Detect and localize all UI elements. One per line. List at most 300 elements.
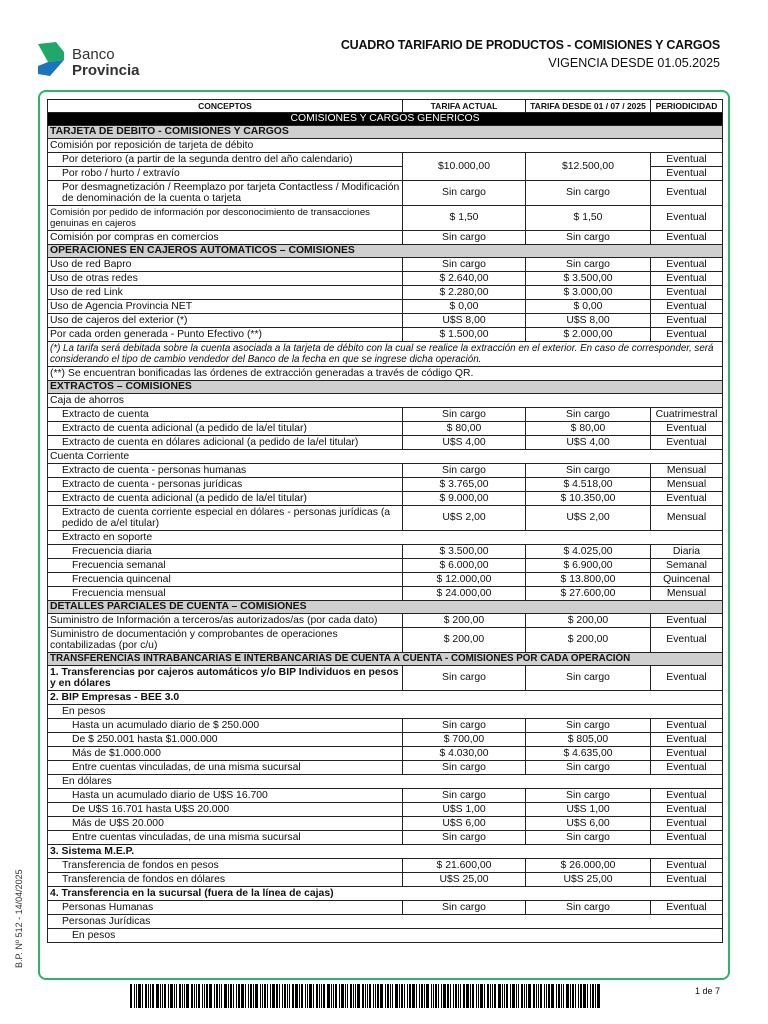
table-row (48, 450, 723, 464)
barcode (130, 984, 610, 1008)
barcode-bar (194, 984, 195, 1008)
concept-cell: Frecuencia mensual (48, 587, 403, 601)
barcode-bar (597, 984, 600, 1008)
new-rate-cell: $ 805,00 (526, 733, 651, 747)
table-row (48, 545, 723, 559)
col-conceptos: CONCEPTOS (48, 100, 403, 113)
barcode-bar (385, 984, 386, 1008)
side-document-code: B.P. Nº 512 - 14/04/2025 (14, 869, 24, 968)
period-cell: Eventual (651, 789, 723, 803)
footnote-text: (*) La tarifa será debitada sobre la cuenta asociada a la tarjeta de débito con la cual se realice la extracción en el exterior. En caso de corresponder, será considerando el tipo de cambio vendedor del Banco de la fecha en que se ingrese dicha operación. (48, 342, 723, 367)
logo-mark-icon (34, 40, 68, 78)
barcode-bar (592, 984, 594, 1008)
barcode-bar (299, 984, 300, 1008)
barcode-bar (583, 984, 586, 1008)
barcode-bar (145, 984, 147, 1008)
barcode-bar (369, 984, 371, 1008)
barcode-bar (245, 984, 246, 1008)
new-rate-cell: Sin cargo (526, 901, 651, 915)
section-row (48, 653, 723, 666)
barcode-bar (323, 984, 325, 1008)
col-periodicidad: PERIODICIDAD (651, 100, 723, 113)
table-row (48, 300, 723, 314)
barcode-bar (182, 984, 183, 1008)
barcode-bar (292, 984, 294, 1008)
new-rate-cell: $ 4.518,00 (526, 478, 651, 492)
barcode-bar (168, 984, 169, 1008)
barcode-bar (526, 984, 527, 1008)
current-rate-cell: $ 6.000,00 (403, 559, 526, 573)
barcode-bar (536, 984, 537, 1008)
table-row (48, 775, 723, 789)
current-rate-cell: U$S 4,00 (403, 436, 526, 450)
section-title: TARJETA DE DÉBITO - COMISIONES Y CARGOS (48, 126, 723, 139)
barcode-bar (367, 984, 368, 1008)
subgroup-title: 3. Sistema M.E.P. (48, 845, 723, 859)
period-cell: Eventual (651, 817, 723, 831)
barcode-bar (504, 984, 505, 1008)
new-rate-cell: $ 27.600,00 (526, 587, 651, 601)
new-rate-cell: $12.500,00 (526, 153, 651, 181)
barcode-bar (433, 984, 434, 1008)
barcode-bar (230, 984, 232, 1008)
new-rate-cell: Sin cargo (526, 831, 651, 845)
table-row (48, 506, 723, 531)
concept-cell: Comisión por reposición de tarjeta de débito (48, 139, 723, 153)
footnote-text: (**) Se encuentran bonificadas las órdenes de extracción generadas a través de código QR. (48, 367, 723, 381)
barcode-bar (276, 984, 278, 1008)
table-row (48, 789, 723, 803)
barcode-bar (355, 984, 356, 1008)
period-cell: Mensual (651, 506, 723, 531)
barcode-bar (470, 984, 471, 1008)
barcode-bar (287, 984, 288, 1008)
concept-cell: Suministro de documentación y comprobantes de operaciones contabilizadas (por c/u) (48, 628, 403, 653)
table-row (48, 206, 723, 231)
barcode-bar (270, 984, 271, 1008)
period-cell: Eventual (651, 859, 723, 873)
barcode-bar (548, 984, 550, 1008)
barcode-bar (478, 984, 479, 1008)
new-rate-cell: $ 26.000,00 (526, 859, 651, 873)
barcode-bar (566, 984, 569, 1008)
table-row (48, 803, 723, 817)
note-row (48, 367, 723, 381)
period-cell: Eventual (651, 747, 723, 761)
barcode-bar (191, 984, 193, 1008)
banner-row (48, 113, 723, 126)
concept-cell: Extracto de cuenta adicional (a pedido de la/el titular) (48, 422, 403, 436)
barcode-bar (476, 984, 477, 1008)
table-row (48, 887, 723, 901)
barcode-bar (506, 984, 508, 1008)
barcode-bar (587, 984, 588, 1008)
period-cell: Eventual (651, 733, 723, 747)
barcode-bar (341, 984, 344, 1008)
barcode-bar (540, 984, 542, 1008)
barcode-bar (176, 984, 177, 1008)
tariff-table (47, 99, 723, 943)
concept-cell: 1. Transferencias por cajeros automáticos y/o BIP Individuos en pesos y en dólares (48, 666, 403, 691)
new-rate-cell: $ 200,00 (526, 614, 651, 628)
current-rate-cell: U$S 8,00 (403, 314, 526, 328)
concept-cell: Entre cuentas vinculadas, de una misma sucursal (48, 831, 403, 845)
section-row (48, 126, 723, 139)
period-cell: Eventual (651, 314, 723, 328)
document-subtitle: VIGENCIA DESDE 01.05.2025 (548, 56, 720, 70)
new-rate-cell: Sin cargo (526, 258, 651, 272)
table-row (48, 845, 723, 859)
barcode-bar (219, 984, 220, 1008)
barcode-bar (319, 984, 320, 1008)
table-row (48, 929, 723, 943)
barcode-bar (498, 984, 501, 1008)
barcode-bar (301, 984, 303, 1008)
table-row (48, 628, 723, 653)
barcode-bar (204, 984, 205, 1008)
period-cell: Eventual (651, 901, 723, 915)
period-cell: Mensual (651, 478, 723, 492)
table-row (48, 422, 723, 436)
barcode-bar (458, 984, 459, 1008)
barcode-bar (272, 984, 275, 1008)
barcode-bar (216, 984, 218, 1008)
current-rate-cell: $ 21.600,00 (403, 859, 526, 873)
barcode-bar (578, 984, 579, 1008)
period-cell: Eventual (651, 231, 723, 245)
concept-cell: Extracto de cuenta corriente especial en dólares - personas jurídicas (a pedido de a/el titular) (48, 506, 403, 531)
barcode-bar (409, 984, 411, 1008)
barcode-bar (260, 984, 261, 1008)
concept-cell: Transferencia de fondos en pesos (48, 859, 403, 873)
barcode-bar (357, 984, 360, 1008)
new-rate-cell: Sin cargo (526, 464, 651, 478)
new-rate-cell: $ 13.800,00 (526, 573, 651, 587)
table-row (48, 873, 723, 887)
concept-cell: Extracto de cuenta en dólares adicional (a pedido de la/el titular) (48, 436, 403, 450)
new-rate-cell: Sin cargo (526, 789, 651, 803)
barcode-bar (518, 984, 519, 1008)
section-row (48, 245, 723, 258)
table-row (48, 231, 723, 245)
concept-cell: Uso de Agencia Provincia NET (48, 300, 403, 314)
new-rate-cell: U$S 2,00 (526, 506, 651, 531)
section-row (48, 601, 723, 614)
barcode-bar (316, 984, 318, 1008)
barcode-bar (130, 984, 132, 1008)
concept-cell: Más de U$S 20.000 (48, 817, 403, 831)
barcode-bar (184, 984, 185, 1008)
current-rate-cell: $ 1.500,00 (403, 328, 526, 342)
table-row (48, 747, 723, 761)
new-rate-cell: U$S 8,00 (526, 314, 651, 328)
logo-text-banco: Banco (72, 46, 115, 63)
table-row (48, 181, 723, 206)
table-row (48, 328, 723, 342)
barcode-bar (335, 984, 337, 1008)
current-rate-cell: U$S 25,00 (403, 873, 526, 887)
barcode-bar (546, 984, 547, 1008)
concept-cell: Más de $1.000.000 (48, 747, 403, 761)
barcode-bar (392, 984, 393, 1008)
table-row (48, 408, 723, 422)
banner-text: COMISIONES Y CARGOS GENÉRICOS (48, 113, 723, 126)
table-row (48, 733, 723, 747)
barcode-bar (453, 984, 454, 1008)
current-rate-cell: $ 12.000,00 (403, 573, 526, 587)
period-cell: Quincenal (651, 573, 723, 587)
barcode-bar (255, 984, 258, 1008)
barcode-bar (466, 984, 469, 1008)
barcode-bar (407, 984, 408, 1008)
concept-cell: Por deterioro (a partir de la segunda dentro del año calendario) (48, 153, 403, 167)
barcode-bar (170, 984, 173, 1008)
barcode-bar (282, 984, 283, 1008)
current-rate-cell: Sin cargo (403, 181, 526, 206)
new-rate-cell: $ 1,50 (526, 206, 651, 231)
table-row (48, 559, 723, 573)
barcode-bar (416, 984, 417, 1008)
subgroup-title: En pesos (48, 705, 723, 719)
col-tarifa-desde: TARIFA DESDE 01 / 07 / 2025 (526, 100, 651, 113)
period-cell: Eventual (651, 831, 723, 845)
new-rate-cell: $ 4.635,00 (526, 747, 651, 761)
barcode-bar (279, 984, 280, 1008)
period-cell: Semanal (651, 559, 723, 573)
page-number: 1 de 7 (694, 986, 720, 996)
barcode-bar (196, 984, 197, 1008)
barcode-bar (313, 984, 314, 1008)
barcode-bar (484, 984, 485, 1008)
current-rate-cell: $10.000,00 (403, 153, 526, 181)
table-header-row (48, 100, 723, 113)
barcode-bar (563, 984, 564, 1008)
table-row (48, 531, 723, 545)
table-row (48, 139, 723, 153)
barcode-bar (558, 984, 560, 1008)
table-row (48, 666, 723, 691)
period-cell: Mensual (651, 587, 723, 601)
current-rate-cell: Sin cargo (403, 761, 526, 775)
barcode-bar (152, 984, 154, 1008)
concept-cell: Extracto de cuenta (48, 408, 403, 422)
barcode-bar (248, 984, 249, 1008)
period-cell: Cuatrimestral (651, 408, 723, 422)
barcode-bar (431, 984, 432, 1008)
barcode-bar (174, 984, 175, 1008)
barcode-bar (365, 984, 366, 1008)
table-row (48, 719, 723, 733)
barcode-bar (307, 984, 308, 1008)
barcode-bar (528, 984, 531, 1008)
barcode-bar (238, 984, 240, 1008)
period-cell: Eventual (651, 181, 723, 206)
barcode-bar (401, 984, 403, 1008)
subgroup-title: 2. BIP Empresas - BEE 3.0 (48, 691, 723, 705)
barcode-bar (460, 984, 461, 1008)
barcode-bar (267, 984, 268, 1008)
barcode-bar (590, 984, 591, 1008)
barcode-bar (331, 984, 332, 1008)
table-row (48, 859, 723, 873)
barcode-bar (487, 984, 489, 1008)
barcode-bar (521, 984, 523, 1008)
subgroup-title: Personas Jurídicas (48, 915, 723, 929)
subgroup-title: Extracto en soporte (48, 531, 723, 545)
table-row (48, 831, 723, 845)
concept-cell: Uso de red Bapro (48, 258, 403, 272)
table-row (48, 258, 723, 272)
barcode-bar (134, 984, 135, 1008)
barcode-bar (375, 984, 376, 1008)
new-rate-cell: U$S 1,00 (526, 803, 651, 817)
logo-text-provincia: Provincia (72, 62, 140, 79)
section-title: TRANSFERENCIAS INTRABANCARIAS E INTERBANCARIAS DE CUENTA A CUENTA - COMISIONES POR CADA OPERACIÓN (48, 653, 723, 666)
barcode-bar (538, 984, 539, 1008)
current-rate-cell: $ 4.030,00 (403, 747, 526, 761)
table-row (48, 478, 723, 492)
barcode-bar (186, 984, 189, 1008)
current-rate-cell: Sin cargo (403, 464, 526, 478)
concept-cell: De $ 250.001 hasta $1.000.000 (48, 733, 403, 747)
period-cell: Eventual (651, 422, 723, 436)
barcode-bar (209, 984, 212, 1008)
concept-cell: Frecuencia semanal (48, 559, 403, 573)
tariff-frame (38, 90, 730, 980)
new-rate-cell: $ 3.000,00 (526, 286, 651, 300)
barcode-bar (512, 984, 515, 1008)
current-rate-cell: $ 3.765,00 (403, 478, 526, 492)
current-rate-cell: Sin cargo (403, 831, 526, 845)
current-rate-cell: Sin cargo (403, 901, 526, 915)
new-rate-cell: U$S 6,00 (526, 817, 651, 831)
banco-provincia-logo (34, 40, 144, 80)
barcode-bar (510, 984, 511, 1008)
current-rate-cell: $ 80,00 (403, 422, 526, 436)
barcode-bar (289, 984, 290, 1008)
table-row (48, 901, 723, 915)
current-rate-cell: Sin cargo (403, 258, 526, 272)
current-rate-cell: Sin cargo (403, 408, 526, 422)
barcode-bar (570, 984, 571, 1008)
new-rate-cell: $ 0,00 (526, 300, 651, 314)
barcode-bar (253, 984, 254, 1008)
barcode-bar (556, 984, 557, 1008)
barcode-bar (472, 984, 474, 1008)
barcode-bar (441, 984, 442, 1008)
concept-cell: Comisión por compras en comercios (48, 231, 403, 245)
note-row (48, 342, 723, 367)
barcode-bar (572, 984, 574, 1008)
barcode-bar (150, 984, 151, 1008)
table-row (48, 492, 723, 506)
section-title: DETALLES PARCIALES DE CUENTA – COMISIONES (48, 601, 723, 614)
period-cell: Eventual (651, 328, 723, 342)
current-rate-cell: $ 0,00 (403, 300, 526, 314)
table-row (48, 153, 723, 167)
concept-cell: Comisión por pedido de información por desconocimiento de transacciones genuinas en cajeros (48, 206, 403, 231)
new-rate-cell: $ 200,00 (526, 628, 651, 653)
barcode-bar (162, 984, 163, 1008)
barcode-bar (490, 984, 491, 1008)
barcode-bar (561, 984, 562, 1008)
new-rate-cell: $ 10.350,00 (526, 492, 651, 506)
period-cell: Eventual (651, 300, 723, 314)
barcode-bar (236, 984, 237, 1008)
period-cell: Eventual (651, 167, 723, 181)
subgroup-title: Cuenta Corriente (48, 450, 723, 464)
table-row (48, 286, 723, 300)
new-rate-cell: Sin cargo (526, 231, 651, 245)
barcode-bar (179, 984, 181, 1008)
new-rate-cell: Sin cargo (526, 666, 651, 691)
concept-cell: Uso de cajeros del exterior (*) (48, 314, 403, 328)
barcode-bar (494, 984, 496, 1008)
current-rate-cell: Sin cargo (403, 666, 526, 691)
barcode-bar (580, 984, 582, 1008)
barcode-bar (327, 984, 330, 1008)
barcode-bar (447, 984, 449, 1008)
barcode-bar (362, 984, 364, 1008)
barcode-bar (142, 984, 143, 1008)
barcode-bar (377, 984, 379, 1008)
table-row (48, 705, 723, 719)
barcode-bar (353, 984, 354, 1008)
period-cell: Eventual (651, 803, 723, 817)
barcode-bar (202, 984, 203, 1008)
new-rate-cell: U$S 25,00 (526, 873, 651, 887)
section-row (48, 381, 723, 394)
barcode-bar (241, 984, 244, 1008)
subgroup-title: 4. Transferencia en la sucursal (fuera de la línea de cajas) (48, 887, 723, 901)
barcode-bar (450, 984, 451, 1008)
current-rate-cell: $ 3.500,00 (403, 545, 526, 559)
barcode-bar (347, 984, 348, 1008)
barcode-bar (224, 984, 227, 1008)
barcode-bar (595, 984, 596, 1008)
section-title: OPERACIONES EN CAJEROS AUTOMÁTICOS – COMISIONES (48, 245, 723, 258)
barcode-bar (160, 984, 161, 1008)
period-cell: Eventual (651, 258, 723, 272)
period-cell: Eventual (651, 206, 723, 231)
concept-cell: Suministro de Información a terceros/as autorizados/as (por cada dato) (48, 614, 403, 628)
current-rate-cell: $ 24.000,00 (403, 587, 526, 601)
subgroup-title: Caja de ahorros (48, 394, 723, 408)
barcode-bar (250, 984, 252, 1008)
barcode-bar (544, 984, 545, 1008)
barcode-bar (387, 984, 389, 1008)
concept-cell: Extracto de cuenta - personas humanas (48, 464, 403, 478)
barcode-bar (309, 984, 312, 1008)
table-row (48, 761, 723, 775)
concept-cell: Extracto de cuenta adicional (a pedido de la/el titular) (48, 492, 403, 506)
period-cell: Eventual (651, 873, 723, 887)
col-tarifa-actual: TARIFA ACTUAL (403, 100, 526, 113)
new-rate-cell: Sin cargo (526, 181, 651, 206)
period-cell: Mensual (651, 464, 723, 478)
barcode-bar (305, 984, 306, 1008)
barcode-bar (264, 984, 266, 1008)
barcode-bar (380, 984, 383, 1008)
table-row (48, 394, 723, 408)
barcode-bar (233, 984, 234, 1008)
concept-cell: Extracto de cuenta - personas jurídicas (48, 478, 403, 492)
table-row (48, 915, 723, 929)
concept-cell: Hasta un acumulado diario de $ 250.000 (48, 719, 403, 733)
concept-cell: Uso de otras redes (48, 272, 403, 286)
barcode-bar (443, 984, 446, 1008)
table-row (48, 817, 723, 831)
